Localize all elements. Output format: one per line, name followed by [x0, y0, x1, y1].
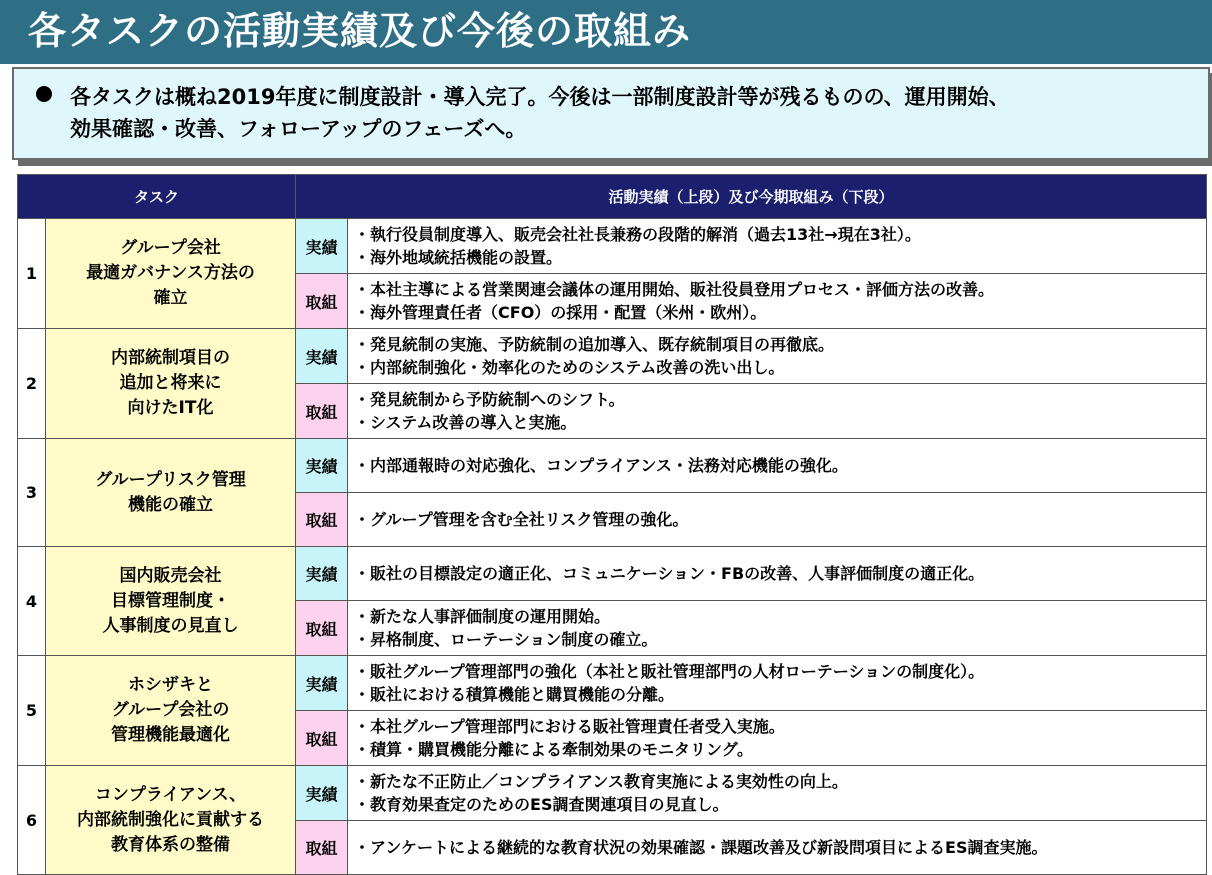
- header-content: 活動実績（上段）及び今期取組み（下段）: [296, 175, 1207, 219]
- task-name-line: 管理機能最適化: [111, 725, 230, 745]
- table-row: [18, 656, 1207, 711]
- tag-jisseki: 実績: [296, 547, 348, 601]
- tag-jisseki: 実績: [296, 219, 348, 274]
- torikumi-line: ・本社主導による営業関連会議体の運用開始、販社役員登用プロセス・評価方法の改善。: [354, 280, 995, 299]
- task-number: 2: [18, 329, 46, 439]
- tag-jisseki: 実績: [296, 329, 348, 384]
- task-name-line: グループ会社: [120, 238, 221, 258]
- table-row: [18, 439, 1207, 493]
- torikumi-line: ・発見統制から予防統制へのシフト。: [354, 390, 625, 409]
- torikumi-line: ・本社グループ管理部門における販社管理責任者受入実施。: [354, 717, 785, 736]
- summary-line-2: 効果確認・改善、フォローアップのフェーズへ。: [70, 117, 527, 141]
- tag-torikumi: 取組: [296, 821, 348, 875]
- task-name-line: 確立: [153, 288, 188, 308]
- torikumi-line: ・昇格制度、ローテーション制度の確立。: [354, 630, 658, 649]
- torikumi-line: ・積算・購買機能分離による牽制効果のモニタリング。: [354, 740, 754, 759]
- task-name: [46, 547, 296, 656]
- task-name-line: 最適ガバナンス方法の: [86, 263, 255, 283]
- table-row: [18, 547, 1207, 601]
- torikumi-content: [348, 601, 1207, 656]
- table-row: [18, 766, 1207, 821]
- task-name-line: 向けたIT化: [127, 398, 214, 418]
- task-number: 6: [18, 766, 46, 875]
- task-name-line: 教育体系の整備: [111, 834, 230, 855]
- task-table-body: [18, 219, 1207, 875]
- task-name-line: グループリスク管理: [95, 469, 246, 490]
- tag-torikumi: 取組: [296, 601, 348, 656]
- tag-torikumi: 取組: [296, 384, 348, 439]
- task-name-line: 内部統制強化に貢献する: [77, 809, 264, 830]
- jisseki-line: ・発見統制の実施、予防統制の追加導入、既存統制項目の再徹底。: [354, 335, 835, 354]
- task-name-line: 目標管理制度・: [111, 590, 230, 611]
- jisseki-content: [348, 219, 1207, 274]
- summary-box: [12, 67, 1210, 160]
- task-number: 5: [18, 656, 46, 766]
- task-name-line: 内部統制項目の: [111, 348, 230, 368]
- tag-jisseki: 実績: [296, 439, 348, 493]
- page-title: 各タスクの活動実績及び今後の取組み: [0, 0, 1212, 64]
- jisseki-line: ・内部通報時の対応強化、コンプライアンス・法務対応機能の強化。: [354, 456, 848, 475]
- task-name-line: 人事制度の見直し: [102, 615, 239, 636]
- jisseki-line: ・教育効果査定のためのES調査関連項目の見直し。: [354, 795, 729, 814]
- task-name-line: 国内販売会社: [119, 565, 222, 586]
- jisseki-content: [348, 439, 1207, 493]
- torikumi-content: [348, 493, 1207, 547]
- table-row: [18, 329, 1207, 384]
- torikumi-content: [348, 711, 1207, 766]
- jisseki-line: ・内部統制強化・効率化のためのシステム改善の洗い出し。: [354, 358, 785, 377]
- jisseki-content: [348, 656, 1207, 711]
- task-name: [46, 656, 296, 766]
- torikumi-content: [348, 384, 1207, 439]
- task-name-line: 追加と将来に: [119, 373, 222, 393]
- task-name-line: コンプライアンス、: [94, 784, 247, 805]
- jisseki-line: ・販社の目標設定の適正化、コミュニケーション・FBの改善、人事評価制度の適正化。: [354, 564, 985, 583]
- torikumi-line: ・海外管理責任者（CFO）の採用・配置（米州・欧州）。: [354, 303, 767, 322]
- task-table: [17, 174, 1207, 875]
- task-number: 3: [18, 439, 46, 547]
- jisseki-line: ・新たな不正防止／コンプライアンス教育実施による実効性の向上。: [354, 772, 848, 791]
- jisseki-line: ・販社グループ管理部門の強化（本社と販社管理部門の人材ローテーションの制度化）。: [354, 662, 985, 681]
- header-task: タスク: [18, 175, 296, 219]
- torikumi-line: ・システム改善の導入と実施。: [354, 413, 577, 432]
- jisseki-line: ・販社における積算機能と購買機能の分離。: [354, 685, 675, 704]
- tag-jisseki: 実績: [296, 656, 348, 711]
- jisseki-content: [348, 329, 1207, 384]
- summary-line-1: 各タスクは概ね2019年度に制度設計・導入完了。今後は一部制度設計等が残るものの、運用開始、: [70, 85, 1010, 109]
- jisseki-content: [348, 547, 1207, 601]
- torikumi-line: ・新たな人事評価制度の運用開始。: [354, 607, 611, 626]
- torikumi-content: [348, 274, 1207, 329]
- task-number: 4: [18, 547, 46, 656]
- tag-torikumi: 取組: [296, 274, 348, 329]
- tag-jisseki: 実績: [296, 766, 348, 821]
- torikumi-line: ・グループ管理を含む全社リスク管理の強化。: [354, 510, 689, 529]
- task-name-line: ホシザキと: [128, 675, 213, 695]
- task-name-line: グループ会社の: [111, 700, 230, 720]
- bullet-icon: [36, 86, 52, 102]
- task-number: 1: [18, 219, 46, 329]
- task-name-line: 機能の確立: [128, 494, 213, 515]
- tag-torikumi: 取組: [296, 493, 348, 547]
- jisseki-content: [348, 766, 1207, 821]
- task-name: [46, 329, 296, 439]
- jisseki-line: ・海外地域統括機能の設置。: [354, 248, 563, 267]
- task-name: [46, 439, 296, 547]
- table-row: [18, 219, 1207, 274]
- task-name: [46, 219, 296, 329]
- torikumi-line: ・アンケートによる継続的な教育状況の効果確認・課題改善及び新設問項目によるES調査実施。: [354, 838, 1048, 857]
- torikumi-content: [348, 821, 1207, 875]
- jisseki-line: ・執行役員制度導入、販売会社社長兼務の段階的解消（過去13社→現在3社）。: [354, 225, 921, 244]
- task-name: [46, 766, 296, 875]
- tag-torikumi: 取組: [296, 711, 348, 766]
